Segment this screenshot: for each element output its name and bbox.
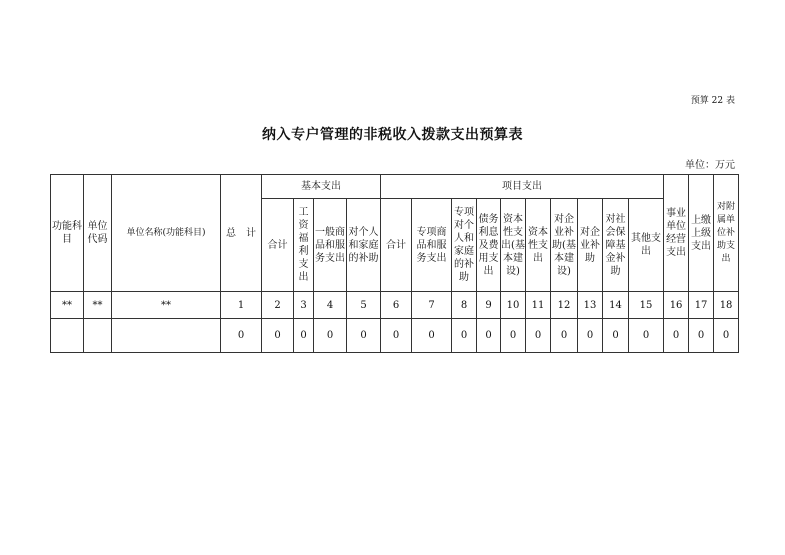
table-cell: 0 <box>452 319 477 353</box>
col-unit-name: 单位名称(功能科目) <box>112 175 221 292</box>
table-cell: 4 <box>314 292 347 319</box>
group-project-expenditure: 项目支出 <box>381 175 664 199</box>
table-cell: 12 <box>551 292 578 319</box>
table-cell: 0 <box>262 319 294 353</box>
table-cell: 0 <box>714 319 739 353</box>
table-cell: 8 <box>452 292 477 319</box>
table-cell: 0 <box>664 319 689 353</box>
col-personal-household: 对个人和家庭的补助 <box>347 199 381 292</box>
col-subordinate-subsidy: 对附属单位补助支出 <box>714 175 739 292</box>
table-cell: 0 <box>551 319 578 353</box>
col-project-subtotal: 合计 <box>381 199 412 292</box>
table-cell: 0 <box>526 319 551 353</box>
table-cell: 14 <box>603 292 629 319</box>
table-cell: 0 <box>689 319 714 353</box>
col-total: 总 计 <box>221 175 262 292</box>
table-cell: 0 <box>381 319 412 353</box>
col-goods-services: 一般商品和服务支出 <box>314 199 347 292</box>
col-project-personal-household: 专项对个人和家庭的补助 <box>452 199 477 292</box>
table-cell: 11 <box>526 292 551 319</box>
col-enterprise: 对企业补助 <box>578 199 603 292</box>
col-capital-basic: 资本性支出(基本建设) <box>501 199 526 292</box>
table-cell: ** <box>84 292 112 319</box>
table-cell: ** <box>112 292 221 319</box>
col-project-goods-services: 专项商品和服务支出 <box>412 199 452 292</box>
table-cell: 9 <box>477 292 501 319</box>
table-cell <box>84 319 112 353</box>
table-cell: 0 <box>578 319 603 353</box>
table-cell: 0 <box>501 319 526 353</box>
col-func-subject: 功能科目 <box>51 175 84 292</box>
table-cell: 0 <box>347 319 381 353</box>
table-cell: ** <box>51 292 84 319</box>
table-cell: 0 <box>412 319 452 353</box>
table-cell: 0 <box>629 319 664 353</box>
table-cell <box>51 319 84 353</box>
table-cell <box>112 319 221 353</box>
data-row <box>51 319 739 353</box>
table-cell: 0 <box>314 319 347 353</box>
page-title: 纳入专户管理的非税收入拨款支出预算表 <box>262 127 523 143</box>
table-cell: 0 <box>221 319 262 353</box>
col-pay-superior: 上缴上级支出 <box>689 175 714 292</box>
table-cell: 6 <box>381 292 412 319</box>
table-cell: 5 <box>347 292 381 319</box>
table-cell: 3 <box>294 292 314 319</box>
table-cell: 18 <box>714 292 739 319</box>
table-cell: 1 <box>221 292 262 319</box>
budget-table <box>50 174 739 353</box>
table-cell: 7 <box>412 292 452 319</box>
table-cell: 0 <box>477 319 501 353</box>
col-enterprise-basic: 对企业补助(基本建设) <box>551 199 578 292</box>
col-social-security: 对社会保障基金补助 <box>603 199 629 292</box>
table-cell: 16 <box>664 292 689 319</box>
col-other: 其他支出 <box>629 199 664 292</box>
table-cell: 13 <box>578 292 603 319</box>
table-cell: 0 <box>294 319 314 353</box>
table-cell: 15 <box>629 292 664 319</box>
form-number: 预算 22 表 <box>690 96 735 106</box>
col-unit-code: 单位代码 <box>84 175 112 292</box>
table-cell: 2 <box>262 292 294 319</box>
table-cell: 17 <box>689 292 714 319</box>
group-basic-expenditure: 基本支出 <box>262 175 381 199</box>
index-row <box>51 292 739 319</box>
col-debt-interest: 债务利息及费用支出 <box>477 199 501 292</box>
table-cell: 0 <box>603 319 629 353</box>
unit-label: 单位：万元 <box>685 160 735 171</box>
col-salary-welfare: 工资福利支出 <box>294 199 314 292</box>
col-basic-subtotal: 合计 <box>262 199 294 292</box>
table-cell: 10 <box>501 292 526 319</box>
col-institution-operating: 事业单位经营支出 <box>664 175 689 292</box>
col-capital: 资本性支出 <box>526 199 551 292</box>
